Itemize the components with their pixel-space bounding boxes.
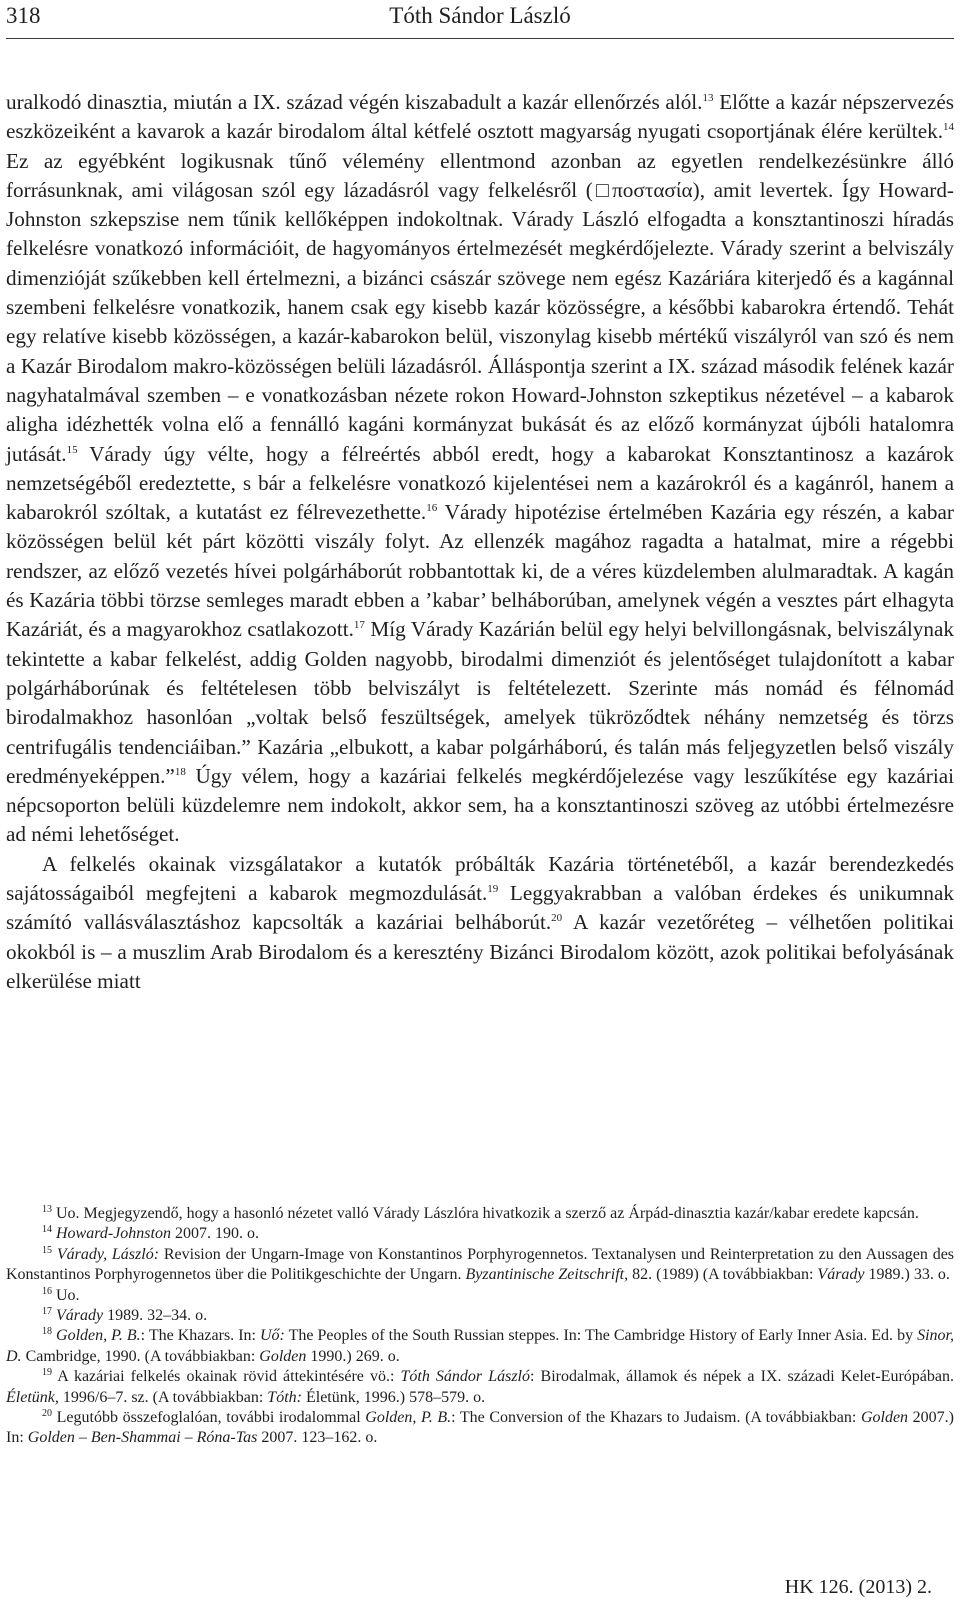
page-number: 318 [6, 3, 41, 28]
text-run: uralkodó dinasztia, miután a IX. század végén kiszabadult a kazár ellenőrzés alól. [6, 90, 703, 114]
italic-text: Várady [817, 1266, 865, 1284]
footnote-number: 20 [42, 1408, 52, 1420]
footnote-number: 15 [42, 1244, 52, 1256]
italic-text: Sinor, D. [6, 1327, 955, 1365]
page-header [6, 0, 954, 39]
text-run: Uo. Megjegyzendő, hogy a hasonló nézetet valló Várady Lászlóra hivatkozik a szerző az Árpád-dinasztia kazár/kabar eredete kapcsán. [56, 1205, 919, 1222]
italic-text: Tóth: [267, 1388, 302, 1406]
italic-text: Golden [259, 1347, 307, 1365]
text-run: Leggyakrabban a valóban érdekes és unikumnak számító vallásválasztáshoz kapcsolták a kazáriai belháborút. [6, 881, 954, 935]
paragraph-1 [6, 88, 954, 850]
italic-text: Howard-Johnston [56, 1225, 171, 1243]
text-run: Úgy vélem, hogy a kazáriai felkelés megkérdőjelezése vagy leszűkítése egy kazáriai népcsoporton belüli küzdelemre nem indokolt, akkor sem, ha a konsztantinoszi szöveg az utóbbi értelmezésre ad némi lehetőséget. [6, 763, 954, 847]
body-text [6, 88, 954, 996]
footnotes [6, 1204, 954, 1449]
text-run: ποστασία), amit levertek. Így Howard-Johnston szkepszise nem tűnik kellőképpen indokoltnak. Várady László elfogadta a konsztantinoszi híradás felkelésre vonatkozó információit, de hagyományos értelmezését megkérdőjelezte. Várady szerint a belviszály dimenzióját szűkebben kell értelmezni, a bizánci császár szövege nem egész Kazáriára kiterjedő és a kagánnal szembeni felkelésre vonatkozik, hanem csak egy kisebb kazár közösségre, a későbbi kabarokra értendő. Tehát egy relatíve kisebb közösségen, a kazár-kabarokon belül, viszonylag kisebb mértékű viszályról van szó és nem a Kazár Birodalom makro-közösségen belüli lázadásról. Álláspontja szerint a IX. század második felének kazár nagyhatalmával szemben – e vonatkozásban nézete rokon Howard-Johnston szkeptikus nézetével – a kabarok aligha idézhették volna elő a fennálló kagáni kormányzat bukását és az előző kormányzat újbóli hatalomra jutását. [6, 177, 954, 466]
running-title: Tóth Sándor László [389, 3, 571, 28]
italic-text: Golden, P. B. [365, 1409, 452, 1427]
italic-text: Golden [860, 1409, 909, 1427]
text-run: 1989. 32–34. o. [103, 1307, 208, 1325]
text-run: Legutóbb összefoglalóan, további irodalommal [56, 1409, 366, 1427]
italic-text: Byzantinische Zeitschrift, [465, 1266, 629, 1284]
text-run: 1996/6–7. sz. (A továbbiakban: [58, 1388, 268, 1406]
italic-text: Golden – Ben-Shammai – Róna-Tas [27, 1429, 258, 1447]
footnote-number: 16 [42, 1285, 52, 1297]
footnote-number: 18 [42, 1326, 52, 1338]
footnote-ref: 13 [702, 92, 714, 104]
text-run: : The Khazars. In: [140, 1327, 260, 1345]
text-run: Cambridge, 1990. (A továbbiakban: [21, 1347, 260, 1365]
footnote-ref: 20 [551, 912, 563, 925]
text-run: Míg Várady Kazárián belül egy helyi belvillongásnak, belviszálynak tekintette a kabar felkelést, addig Golden nagyobb, birodalmi dimenziót és jelentőséget tulajdonított a kabar polgárháborúnak és feltételesen több belviszályt is feltételezett. Szerinte más nomád és félnomád birodalmakhoz hasonlóan „voltak belső feszültségek, amelyek tükröződtek néhány nemzetség és törzs centrifugális tendenciáiban.” Kazária „elbukott, a kabar polgárháború, és talán más feljegyzetlen belső viszály eredményeképpen.” [6, 617, 954, 788]
footnote-number: 14 [42, 1224, 52, 1236]
footnote-ref: 18 [174, 765, 186, 778]
footnote-18 [6, 1326, 954, 1367]
footnote-16 [6, 1286, 954, 1306]
footnote-20 [6, 1408, 954, 1449]
footnote-number: 17 [42, 1306, 52, 1318]
text-run: : Birodalmak, államok és népek a IX. századi Kelet-Európában. [530, 1368, 954, 1386]
text-run: Életünk, 1996.) 578–579. o. [301, 1388, 486, 1406]
italic-text: Tóth Sándor László [400, 1368, 530, 1386]
text-run: 2007.) In: [6, 1409, 955, 1447]
footnote-number: 13 [42, 1204, 52, 1215]
text-run: Ez az egyébként logikusnak tűnő vélemény ellentmond azonban az egyetlen rendelkezésünkre álló forrásunknak, ami világosan szól egy lázadásról vagy felkelésről ( [6, 148, 954, 202]
italic-text: Golden, P. B. [56, 1327, 141, 1345]
text-run: Előtte a kazár népszervezés eszközeiként a kavarok a kazár birodalom által kétfelé osztott magyarság nyugati csoportjának élére kerültek. [6, 90, 954, 144]
italic-text: Várady, László: [56, 1245, 160, 1263]
footnote-ref: 14 [943, 121, 954, 134]
text-run: A kazáriai felkelés okainak rövid áttekintésére vö.: [57, 1368, 401, 1386]
footnote-number: 19 [42, 1367, 52, 1379]
footnote-ref: 19 [487, 883, 499, 896]
text-run: 82. (1989) (A továbbiakban: [628, 1266, 818, 1284]
text-run: 2007. 123–162. o. [257, 1429, 378, 1447]
footnote-19 [6, 1367, 954, 1408]
text-run: A kazár vezetőréteg – vélhetően politikai okokból is – a muszlim Arab Birodalom és a keresztény Bizánci Birodalom között, azok politikai befolyásának elkerülése miatt [6, 910, 954, 993]
text-run: : The Conversion of the Khazars to Judaism. (A továbbiakban: [451, 1409, 861, 1427]
footnote-13 [6, 1204, 954, 1224]
text-run: 2007. 190. o. [170, 1225, 259, 1243]
footnote-ref: 15 [66, 443, 78, 456]
text-run: Uo. [56, 1286, 80, 1304]
footnote-ref: 16 [426, 502, 438, 515]
text-run: 1990.) 269. o. [306, 1347, 400, 1365]
footnote-17 [6, 1306, 954, 1326]
footnote-ref: 17 [353, 619, 365, 632]
italic-text: Várady [56, 1307, 104, 1325]
missing-glyph: □ [592, 177, 613, 202]
footnote-14 [6, 1224, 954, 1244]
text-run: Revision der Ungarn-Image von Konstantinos Porphyrogennetos. Textanalysen und Reinterpretation zu den Aussagen des Konstantinos Porphyrogennetos über die Politikgeschichte der Ungarn. [6, 1245, 955, 1284]
text-run: 1989.) 33. o. [864, 1266, 950, 1284]
italic-text: Uő: [260, 1327, 285, 1345]
text-run: The Peoples of the South Russian steppes. In: The Cambridge History of Early Inner Asia. Ed. by [284, 1327, 918, 1345]
text-run: A felkelés okainak vizsgálatakor a kutatók próbálták Kazária történetéből, a kazár berendezkedés sajátosságaiból megfejteni a kabarok megmozdulását. [6, 851, 954, 906]
text-run: Várady hipotézise értelmében Kazária egy részén, a kabar közösségen belül két párt közötti viszály folyt. Az ellenzék magához ragadta a hatalmat, mire a régebbi rendszer, az előző vezetés hívei polgárháborút robbantottak ki, de a véres küzdelemben alulmaradtak. A kagán és Kazária többi törzse semleges maradt ebben a ’kabar’ belháborúban, amelynek végén a vesztes párt elhagyta Kazáriát, és a magyarokhoz csatlakozott. [6, 500, 954, 642]
text-run: Várady úgy vélte, hogy a félreértés abból eredt, hogy a kabarokat Konsztantinosz a kazárok nemzetségéből eredeztette, s bár a felkelésre vonatkozó kijelentései nem a kazárokról és a kagánról, hanem a kabarokról szóltak, a kutatást ez félrevezethette. [6, 441, 954, 525]
paragraph-2 [6, 850, 954, 996]
footnote-15 [6, 1245, 954, 1286]
italic-text: Életünk, [6, 1388, 59, 1406]
journal-reference: HK 126. (2013) 2. [784, 1576, 932, 1598]
